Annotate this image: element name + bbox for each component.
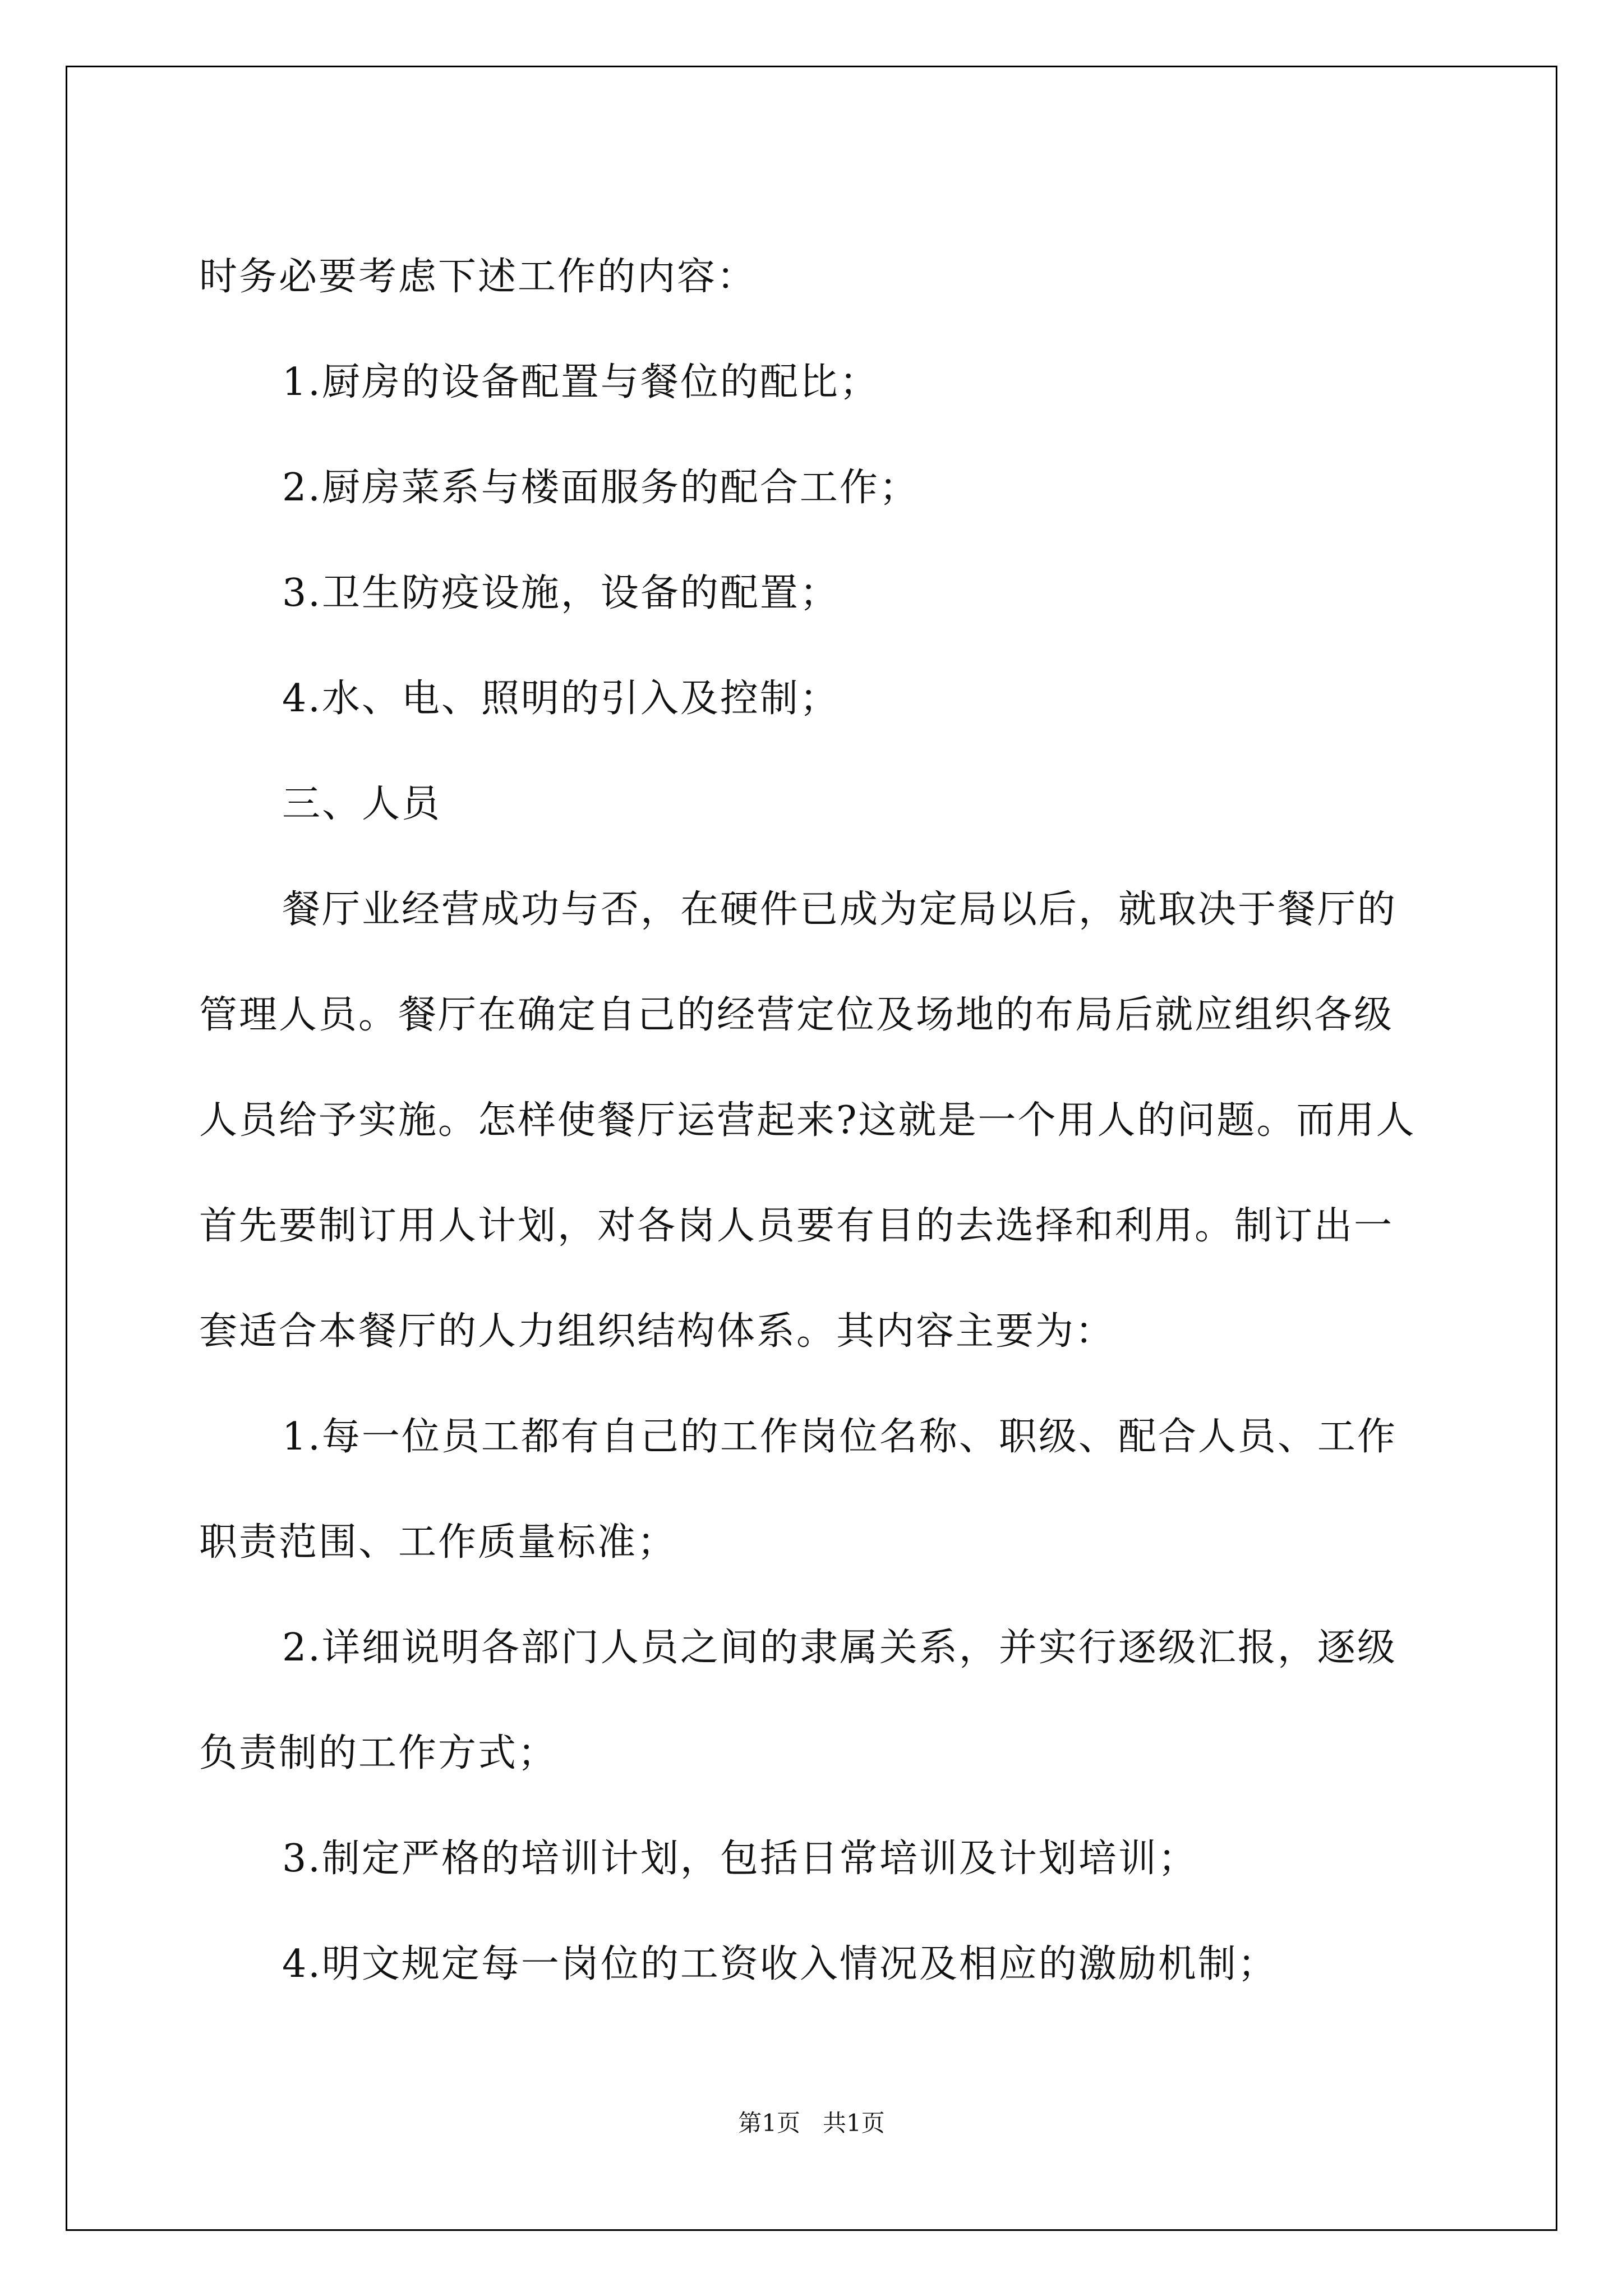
text-line: 4.水、电、照明的引入及控制； (282, 677, 840, 721)
document-body (199, 224, 1427, 2017)
text-line: 1.每一位员工都有自己的工作岗位名称、职级、配合人员、工作 (282, 1415, 1397, 1459)
text-line: 套适合本餐厅的人力组织结构体系。其内容主要为： (199, 1309, 1115, 1354)
text-line: 管理人员。餐厅在确定自己的经营定位及场地的布局后就应组织各级 (199, 993, 1394, 1037)
text-line: 首先要制订用人计划，对各岗人员要有目的去选择和利用。制订出一 (199, 1204, 1394, 1248)
text-line: 3.卫生防疫设施，设备的配置； (282, 571, 840, 615)
text-line: 2.厨房菜系与楼面服务的配合工作； (282, 466, 919, 510)
text-line: 3.制定严格的培训计划，包括日常培训及计划培训； (282, 1837, 1198, 1881)
text-line: 人员给予实施。怎样使餐厅运营起来?这就是一个用人的问题。而用人 (199, 1098, 1416, 1143)
text-line: 1.厨房的设备配置与餐位的配比； (282, 360, 879, 404)
text-line: 时务必要考虑下述工作的内容： (199, 255, 757, 299)
text-line: 2.详细说明各部门人员之间的隶属关系，并实行逐级汇报，逐级 (282, 1626, 1397, 1670)
text-line: 职责范围、工作质量标准； (199, 1520, 677, 1565)
section-heading: 三、人员 (282, 782, 442, 826)
page-number: 第1页 共1页 (738, 2109, 885, 2137)
text-line: 负责制的工作方式； (199, 1731, 558, 1775)
text-line: 餐厅业经营成功与否，在硬件已成为定局以后，就取决于餐厅的 (282, 887, 1398, 932)
text-line: 4.明文规定每一岗位的工资收入情况及相应的激励机制； (282, 1942, 1278, 1986)
